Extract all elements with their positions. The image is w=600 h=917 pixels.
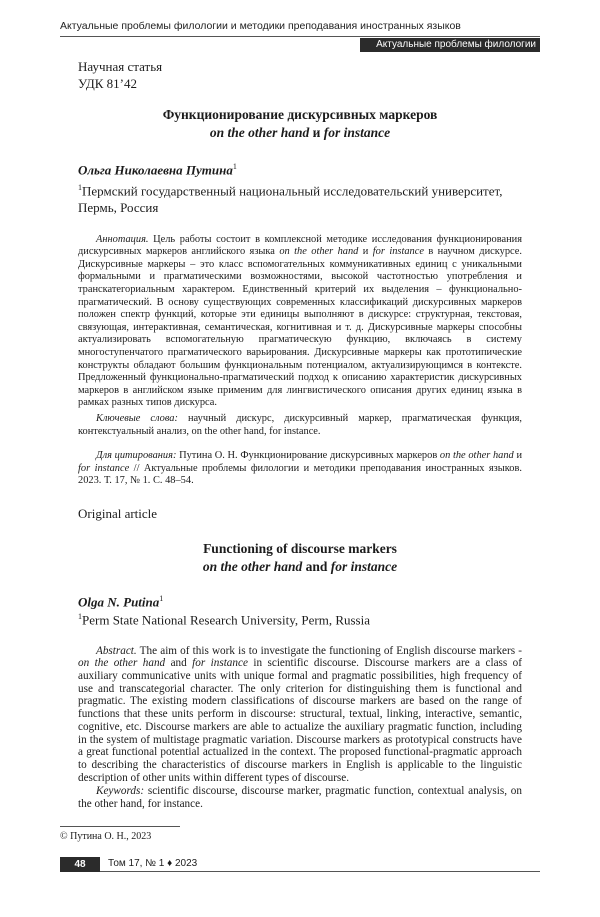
abstract-ru-and: и [358, 246, 373, 258]
footer-divider [100, 871, 540, 872]
title-en-term1: on the other hand [202, 558, 303, 574]
title-en-and: and [302, 558, 331, 574]
title-ru-line2 [78, 124, 522, 142]
udk-code: УДК 81’42 [78, 76, 138, 91]
keywords-en-label: Keywords: [96, 785, 145, 798]
affiliation-ru-sup: 1 [78, 183, 82, 193]
abstract-en-label: Abstract. [96, 644, 137, 657]
abstract-ru-label: Аннотация. [96, 233, 149, 245]
issue-info: Том 17, № 1 ♦ 2023 [108, 858, 198, 869]
author-ru [78, 162, 522, 178]
page-number: 48 [60, 857, 100, 872]
title-en-term2: for instance [330, 558, 398, 574]
affiliation-en [78, 612, 522, 628]
copyright-notice: © Путина О. Н., 2023 [60, 831, 152, 842]
abstract-ru-part1: Цель работы состоит в комплексной методике исследования функционирования дискурсивных маркеров английского языка [78, 233, 522, 258]
title-en-line2 [78, 558, 522, 576]
keywords-ru [78, 413, 522, 438]
abstract-ru-term1: on the other hand [279, 246, 359, 258]
affiliation-ru-text: Пермский государственный национальный исследовательский университет, Пермь, Россия [78, 183, 503, 215]
citation-ru-part2: // Актуальные проблемы филологии и методики преподавания иностранных языков. 2023. Т. 17, № 1. С. 48–54. [78, 462, 522, 487]
citation-ru-term1: on the other hand [439, 450, 514, 462]
running-header-journal: Актуальные проблемы филологии и методики преподавания иностранных языков [60, 20, 461, 32]
title-en-line1: Functioning of discourse markers [203, 540, 397, 556]
abstract-ru-part2: в научном дискурсе. Дискурсивные маркеры – это класс вспомогательных коммуникативных единиц с уникальными формальными и прагматическими возможностями, высокой частотностью употребления и транскатегориальным характером. Единственный критерий их выделения – функционально-прагматический. В основу существующих современных классификаций дискурсивных маркеров положен спектр функций, которые эти единицы выполняют в дискурсе: структурная, текстовая, связующая, интерактивная, семантическая, когнитивная и т. д. Дискурсивные маркеры способны актуализировать вспомогательную прагматическую функцию, включаясь в систему многоступенчатого прагматического варьирования. Дискурсивные маркеры как прототипические конструкты обладают большим функциональным потенциалом, актуализирующимся в контексте. Предложенный функционально-прагматический подход к описанию характеристик дискурсивных маркеров в английском языке применим для лингвистического описания других единиц языка в рамках разных типов дискурса. [78, 246, 522, 409]
keywords-en [78, 785, 522, 810]
abstract-ru [78, 234, 522, 410]
header-divider [60, 36, 540, 37]
citation-ru-label: Для цитирования: [96, 450, 177, 462]
keywords-ru-text: научный дискурс, дискурсивный маркер, прагматическая функция, контекстуальный анализ, on the other hand, for instance. [78, 412, 522, 437]
article-body [78, 58, 522, 811]
title-ru-and: и [309, 125, 324, 140]
title-en [78, 540, 522, 576]
affiliation-ru [78, 180, 522, 215]
article-type-ru: Научная статья [78, 59, 163, 74]
citation-ru-and: и [513, 450, 523, 462]
article-type-en: Original article [78, 505, 158, 521]
keywords-en-text: scientific discourse, discourse marker, pragmatic function, contextual analysis, on the other hand, for instance. [78, 785, 522, 811]
abstract-en [78, 645, 522, 785]
citation-ru [78, 450, 522, 488]
citation-ru-part1: Путина О. Н. Функционирование дискурсивных маркеров [176, 450, 440, 462]
abstract-en-part1: The aim of this work is to investigate the functioning of English discourse markers - [136, 644, 522, 657]
author-ru-name: Ольга Николаевна Путина [78, 162, 233, 178]
running-header-section: Актуальные проблемы филологии [360, 38, 540, 52]
author-ru-sup: 1 [232, 162, 237, 171]
abstract-en-term1: on the other hand [78, 657, 166, 670]
abstract-en-part2: in scientific discourse. Discourse markers are a class of auxiliary communicative units with unique formal and pragmatic possibilities, high frequency of use and transcategorial character. The only criterion for distinguishing them is functional and pragmatic. The existing modern classifications of discourse markers are based on the range of functions that these units perform in discourse: structural, textual, linking, interactive, semantic, cognitive, etc. Discourse markers are able to actualize the auxiliary pragmatic function, including in the system of multistage pragmatic variation. Discourse markers as prototypical constructs have a great functional potential actualized in the context. The proposed functional-pragmatic approach to describing the characteristics of discourse markers in English is applicable to the linguistic description of other units within different types of discourse. [78, 657, 523, 784]
author-en-sup: 1 [159, 593, 164, 603]
author-en-name: Olga N. Putina [78, 594, 160, 610]
title-ru-term2: for instance [323, 125, 391, 140]
keywords-ru-label: Ключевые слова: [96, 412, 178, 424]
title-ru-term1: on the other hand [209, 125, 310, 140]
title-ru [78, 106, 522, 142]
abstract-en-term2: for instance [192, 657, 248, 670]
affiliation-en-text: Perm State National Research University, Perm, Russia [82, 612, 370, 628]
affiliation-en-sup: 1 [78, 612, 82, 622]
footnote-divider [60, 826, 180, 827]
abstract-en-and: and [165, 657, 193, 670]
author-en [78, 594, 522, 610]
abstract-ru-term2: for instance [372, 246, 424, 258]
citation-ru-term2: for instance [78, 462, 130, 474]
title-ru-line1: Функционирование дискурсивных маркеров [162, 107, 438, 122]
